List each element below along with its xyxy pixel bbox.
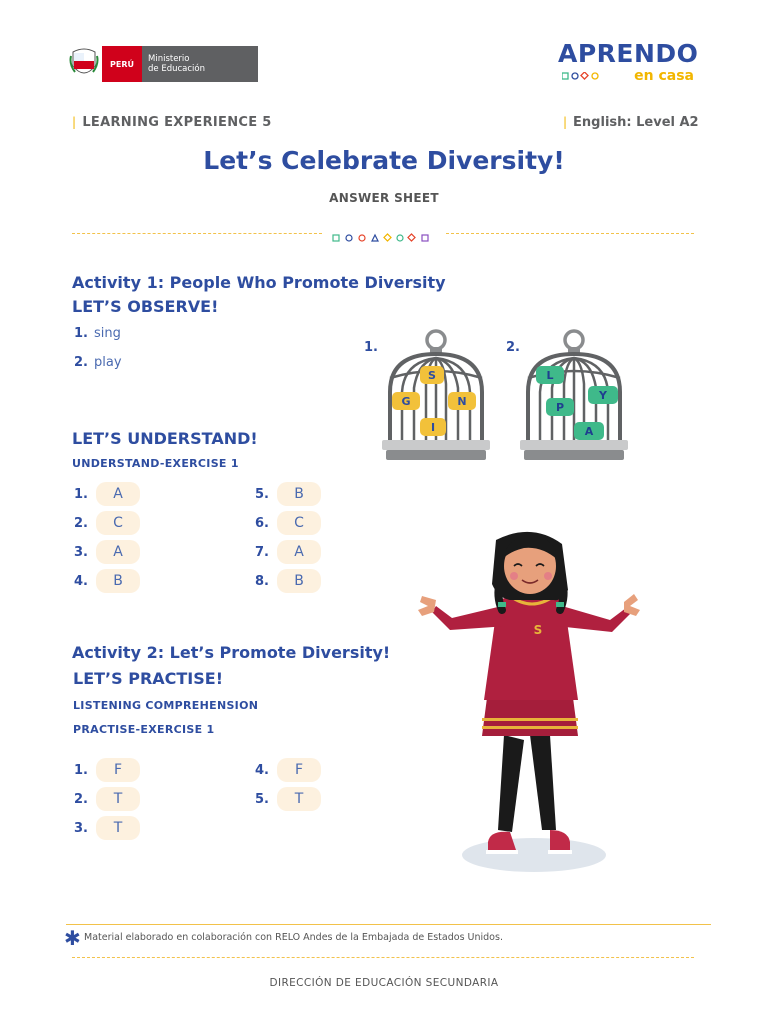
practise-answer-1	[74, 758, 140, 782]
ministry-line1: Ministerio	[148, 54, 190, 64]
answer-value: A	[277, 540, 321, 564]
observe-item-1-word: sing	[93, 326, 121, 341]
brand-bottom: en casa	[634, 68, 694, 84]
learning-experience-label: LEARNING EXPERIENCE 5	[82, 115, 272, 130]
answer-value: T	[96, 816, 140, 840]
answer-num: 6.	[255, 515, 269, 531]
understand-exercise-label: UNDERSTAND-EXERCISE 1	[72, 457, 239, 470]
answer-num: 4.	[255, 762, 269, 778]
ministry-line2: de Educación	[148, 64, 205, 74]
course-level-label: English: Level A2	[573, 115, 699, 130]
answer-num: 3.	[74, 820, 88, 836]
peru-label: PERÚ	[102, 46, 142, 82]
observe-item-2-num: 2.	[74, 355, 88, 370]
cage-2-letter-1: L	[546, 369, 554, 382]
understand-answer-1	[74, 482, 140, 506]
footer-separator	[72, 957, 694, 958]
answer-num: 4.	[74, 573, 88, 589]
cage-1-letter-1: S	[428, 369, 436, 382]
answer-value: T	[277, 787, 321, 811]
page-subtitle: ANSWER SHEET	[329, 191, 439, 205]
footer-line	[66, 924, 711, 925]
answer-value: B	[277, 482, 321, 506]
cage-2-letter-l	[536, 366, 564, 384]
asterisk-icon: ✱	[64, 926, 81, 950]
brand-top: APRENDO	[558, 39, 699, 68]
separator-shapes-icon	[332, 228, 436, 247]
cage-1-letter-n	[448, 392, 476, 410]
practise-answer-2	[74, 787, 140, 811]
cage-2	[514, 328, 634, 468]
answer-num: 5.	[255, 791, 269, 807]
answer-value: F	[277, 758, 321, 782]
understand-answer-8	[255, 569, 321, 593]
answer-value: A	[96, 540, 140, 564]
practise-heading: LET’S PRACTISE!	[73, 669, 223, 688]
answer-num: 5.	[255, 486, 269, 502]
ministry-logo	[66, 46, 258, 82]
ministry-name	[142, 46, 258, 82]
cage-2-letter-2: Y	[599, 389, 607, 402]
svg-text:S: S	[533, 623, 543, 637]
answer-value: B	[96, 569, 140, 593]
cage-1-letter-2: G	[401, 395, 411, 408]
answer-value: T	[96, 787, 140, 811]
girl-illustration	[412, 530, 642, 880]
separator-right	[446, 233, 694, 234]
cage-2-letter-a	[574, 422, 604, 440]
cage-2-letter-p	[546, 398, 574, 416]
cage-1-num: 1.	[364, 340, 378, 355]
answer-value: C	[96, 511, 140, 535]
observe-item-2-word: play	[93, 355, 122, 370]
understand-answer-7	[255, 540, 321, 564]
observe-heading: LET’S OBSERVE!	[72, 297, 219, 316]
cage-2-letter-3: P	[555, 401, 565, 414]
understand-heading: LET’S UNDERSTAND!	[72, 429, 258, 448]
answer-num: 1.	[74, 762, 88, 778]
answer-num: 1.	[74, 486, 88, 502]
understand-answer-6	[255, 511, 321, 535]
answer-num: 3.	[74, 544, 88, 560]
observe-item-2	[74, 355, 122, 370]
practise-exercise-label: PRACTISE-EXERCISE 1	[73, 723, 215, 736]
understand-answer-5	[255, 482, 321, 506]
answer-num: 8.	[255, 573, 269, 589]
activity1-heading: Activity 1: People Who Promote Diversity	[72, 273, 446, 292]
cage-2-letter-y	[588, 386, 618, 404]
observe-item-1	[74, 326, 121, 341]
listening-label: LISTENING COMPREHENSION	[73, 699, 259, 712]
cage-1-letter-4: I	[430, 421, 436, 434]
decorative-shapes-icon	[562, 72, 602, 80]
peru-crest-icon	[66, 46, 102, 82]
answer-value: A	[96, 482, 140, 506]
practise-answer-5	[255, 787, 321, 811]
understand-answer-2	[74, 511, 140, 535]
answer-value: C	[277, 511, 321, 535]
learning-experience: | LEARNING EXPERIENCE 5	[72, 115, 272, 130]
cage-1	[376, 328, 496, 468]
cage-1-letter-3: N	[457, 395, 467, 408]
cage-1-letter-s	[420, 366, 444, 384]
understand-answer-3	[74, 540, 140, 564]
course-level: | English: Level A2	[563, 115, 699, 130]
practise-answer-3	[74, 816, 140, 840]
observe-item-1-num: 1.	[74, 326, 88, 341]
cage-1-letter-i	[420, 418, 446, 436]
separator-left	[72, 233, 322, 234]
answer-num: 2.	[74, 515, 88, 531]
answer-num: 2.	[74, 791, 88, 807]
practise-answer-4	[255, 758, 321, 782]
cage-2-num: 2.	[506, 340, 520, 355]
cage-1-letter-g	[392, 392, 420, 410]
cage-2-letter-4: A	[584, 425, 594, 438]
page-title: Let’s Celebrate Diversity!	[203, 146, 565, 175]
aprendo-brand	[558, 40, 698, 84]
understand-answer-4	[74, 569, 140, 593]
answer-value: F	[96, 758, 140, 782]
answer-value: B	[277, 569, 321, 593]
footer-department: DIRECCIÓN DE EDUCACIÓN SECUNDARIA	[269, 977, 499, 989]
answer-num: 7.	[255, 544, 269, 560]
activity2-heading: Activity 2: Let’s Promote Diversity!	[72, 643, 391, 662]
footer-note: Material elaborado en colaboración con RELO Andes de la Embajada de Estados Unidos.	[84, 932, 503, 943]
